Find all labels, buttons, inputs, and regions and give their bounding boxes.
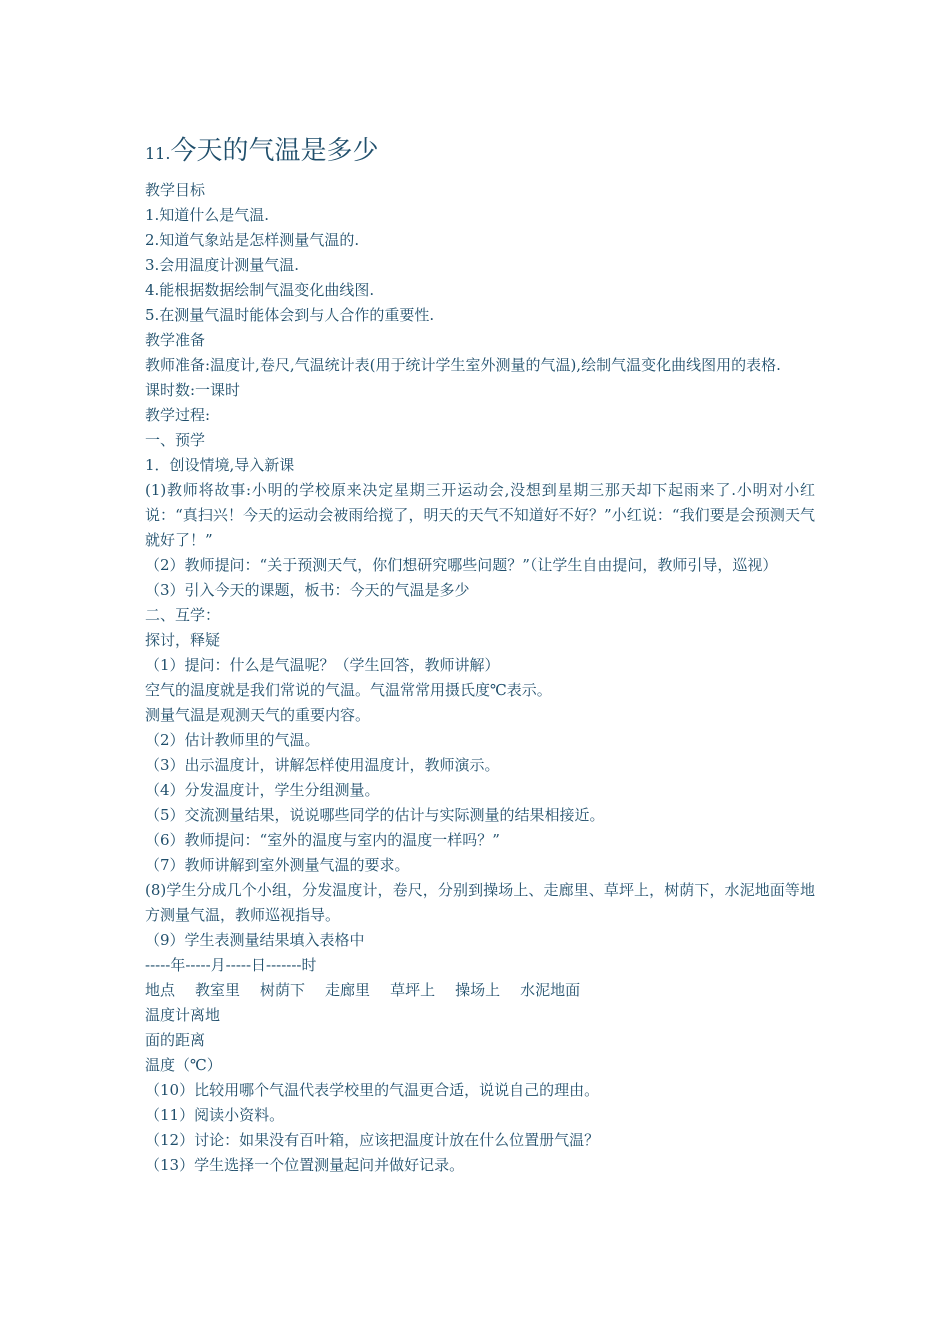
paragraph: （13）学生选择一个位置测量起问并做好记录。 xyxy=(145,1156,465,1174)
paragraph: 探讨，释疑 xyxy=(145,631,221,649)
table-header-cell: 水泥地面 xyxy=(520,981,581,999)
title-number: 11. xyxy=(145,144,171,163)
table-row-label: 温度（℃） xyxy=(145,1056,222,1074)
paragraph: （6）教师提问：“室外的温度与室内的温度一样吗？” xyxy=(145,831,500,849)
paragraph: （7）教师讲解到室外测量气温的要求。 xyxy=(145,856,410,874)
paragraph: 课时数:一课时 xyxy=(145,381,241,399)
subsection-heading: 一、预学 xyxy=(145,431,206,449)
paragraph: 1．创设情境,导入新课 xyxy=(145,456,295,474)
table-header-cell: 操场上 xyxy=(455,981,501,999)
document-page xyxy=(145,128,815,1178)
paragraph: （5）交流测量结果，说说哪些同学的估计与实际测量的结果相接近。 xyxy=(145,806,605,824)
paragraph: 空气的温度就是我们常说的气温。气温常常用摄氏度℃表示。 xyxy=(145,681,552,699)
table-header-cell: 地点 xyxy=(145,981,176,999)
goal-item: 5.在测量气温时能体会到与人合作的重要性. xyxy=(145,306,435,324)
goal-item: 4.能根据数据绘制气温变化曲线图. xyxy=(145,281,375,299)
paragraph: （4）分发温度计，学生分组测量。 xyxy=(145,781,380,799)
subsection-heading: 二、互学： xyxy=(145,606,221,624)
table-header-cell: 走廊里 xyxy=(325,981,371,999)
paragraph: （2）估计教师里的气温。 xyxy=(145,731,320,749)
paragraph: （3）出示温度计，讲解怎样使用温度计，教师演示。 xyxy=(145,756,500,774)
section-heading-goals: 教学目标 xyxy=(145,181,206,199)
table-header-cell: 教室里 xyxy=(195,981,241,999)
paragraph: 教师准备:温度计,卷尺,气温统计表(用于统计学生室外测量的气温),绘制气温变化曲线图用的表格. xyxy=(145,356,781,374)
paragraph: （2）教师提问：“关于预测天气，你们想研究哪些问题？”（让学生自由提问，教师引导，巡视） xyxy=(145,556,778,574)
goal-item: 3.会用温度计测量气温. xyxy=(145,256,300,274)
paragraph: (1)教师将故事:小明的学校原来决定星期三开运动会,没想到星期三那天却下起雨来了.小明对小红说：“真扫兴！今天的运动会被雨给搅了，明天的天气不知道好不好？”小红说：“我们要是会预测天气就好了！” xyxy=(145,481,815,549)
paragraph: （9）学生表测量结果填入表格中 xyxy=(145,931,365,949)
document-title xyxy=(145,128,815,168)
section-heading-process: 教学过程: xyxy=(145,406,211,424)
table-row-label: 面的距离 xyxy=(145,1031,206,1049)
table-header-row xyxy=(145,978,815,1003)
section-heading-prep: 教学准备 xyxy=(145,331,206,349)
goal-item: 2.知道气象站是怎样测量气温的. xyxy=(145,231,360,249)
paragraph: （1）提问：什么是气温呢？（学生回答，教师讲解） xyxy=(145,656,500,674)
paragraph: 测量气温是观测天气的重要内容。 xyxy=(145,706,371,724)
paragraph: （12）讨论：如果没有百叶箱，应该把温度计放在什么位置册气温？ xyxy=(145,1131,600,1149)
paragraph: （11）阅读小资料。 xyxy=(145,1106,285,1124)
table-header-cell: 草坪上 xyxy=(390,981,436,999)
paragraph: （10）比较用哪个气温代表学校里的气温更合适，说说自己的理由。 xyxy=(145,1081,600,1099)
table-row-label: 温度计离地 xyxy=(145,1006,221,1024)
paragraph: (8)学生分成几个小组，分发温度计，卷尺，分别到操场上、走廊里、草坪上，树荫下，水泥地面等地方测量气温，教师巡视指导。 xyxy=(145,881,815,924)
paragraph: （3）引入今天的课题，板书：今天的气温是多少 xyxy=(145,581,470,599)
table-header-cell: 树荫下 xyxy=(260,981,306,999)
date-template: -----年-----月-----日-------时 xyxy=(145,956,317,974)
title-text: 今天的气温是多少 xyxy=(170,136,379,166)
goal-item: 1.知道什么是气温. xyxy=(145,206,270,224)
